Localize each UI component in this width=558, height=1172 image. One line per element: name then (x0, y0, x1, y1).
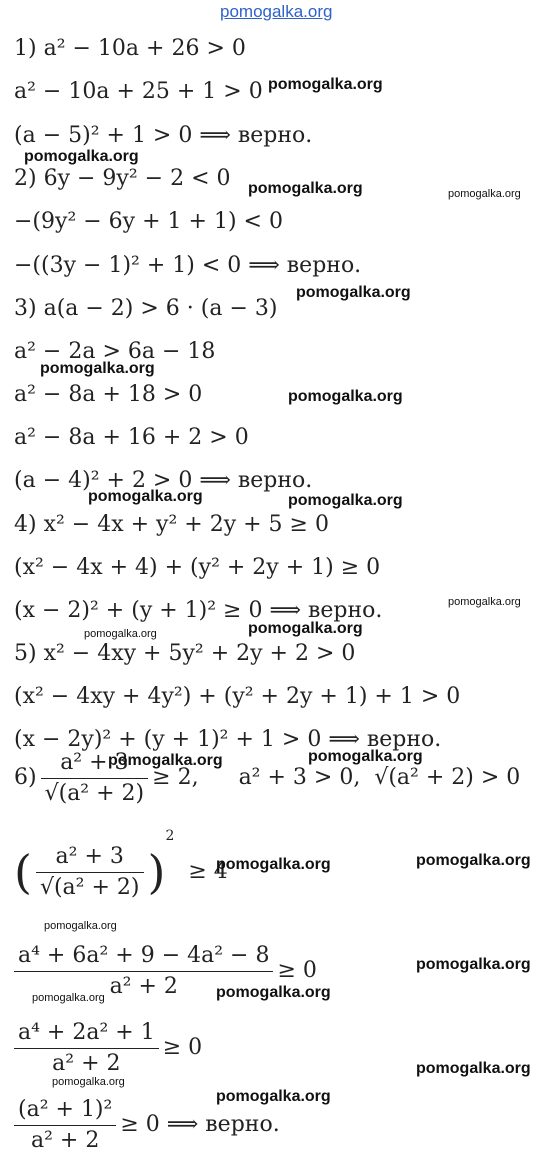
condition-1: a² + 3 > 0, (238, 765, 361, 790)
eq-5-3: (x − 2y)² + (y + 1)² + 1 > 0 ⟹ верно. (14, 727, 442, 752)
eq-4-1: 4) x² − 4x + y² + 2y + 5 ≥ 0 (14, 512, 329, 537)
eq-2-2: −(9y² − 6y + 1 + 1) < 0 (14, 209, 283, 234)
eq-6-4 (14, 1015, 202, 1081)
eq-1-2: a² − 10a + 25 + 1 > 0 (14, 79, 263, 104)
watermark: pomogalka.org (296, 284, 411, 301)
fraction (14, 1018, 159, 1079)
eq-6-2: ( $\frac{\text{a² + 3}}{\text{√(a² + 2)}}$ ) 2 ≥ 4 (14, 822, 228, 922)
left-paren: ( (14, 845, 32, 899)
eq-3-1: 3) a(a − 2) > 6 · (a − 3) (14, 296, 278, 321)
relation: ≥ 0 (277, 958, 317, 983)
numerator: (a² + 1)² (18, 1096, 113, 1122)
eq-3-2: a² − 2a > 6a − 18 (14, 339, 216, 364)
relation: ≥ 2, (152, 765, 199, 790)
watermark-top[interactable]: pomogalka.org (220, 2, 333, 21)
relation: ≥ 0 (162, 1035, 203, 1060)
numerator: a⁴ + 2a² + 1 (18, 1019, 155, 1045)
right-paren: ) (147, 845, 166, 899)
fraction (36, 842, 144, 903)
condition-2: √(a² + 2) > 0 (374, 765, 521, 790)
fraction (14, 1095, 116, 1156)
watermark: pomogalka.org (108, 752, 223, 769)
eq-6-1 (14, 745, 520, 811)
denominator: a² + 2 (14, 1125, 116, 1156)
eq-6-1-prefix: 6) (14, 765, 37, 790)
relation: ≥ 4 (188, 859, 228, 884)
watermark: pomogalka.org (24, 148, 139, 165)
numerator: a⁴ + 6a² + 9 − 4a² − 8 (18, 942, 270, 968)
eq-2-3: −((3y − 1)² + 1) < 0 ⟹ верно. (14, 253, 362, 278)
numerator: a² + 3 (55, 843, 124, 869)
watermark: pomogalka.org (448, 188, 521, 200)
eq-3-4: a² − 8a + 16 + 2 > 0 (14, 425, 249, 450)
eq-5-1: 5) x² − 4xy + 5y² + 2y + 2 > 0 (14, 641, 356, 666)
eq-3-5: (a − 4)² + 2 > 0 ⟹ верно. (14, 468, 313, 493)
watermark: pomogalka.org (448, 596, 521, 608)
watermark: pomogalka.org (248, 620, 363, 637)
watermark: pomogalka.org (32, 992, 105, 1004)
relation: ≥ 0 ⟹ верно. (120, 1112, 280, 1137)
eq-5-2: (x² − 4xy + 4y²) + (y² + 2y + 1) + 1 > 0 (14, 684, 461, 709)
watermark: pomogalka.org (88, 488, 203, 505)
watermark: pomogalka.org (288, 492, 403, 509)
eq-4-3: (x − 2)² + (y + 1)² ≥ 0 ⟹ верно. (14, 598, 383, 623)
watermark: pomogalka.org (216, 984, 331, 1001)
numerator: a² + 3 (60, 749, 129, 775)
watermark: pomogalka.org (84, 628, 157, 640)
eq-3-3: a² − 8a + 18 > 0 (14, 382, 203, 407)
watermark: pomogalka.org (248, 180, 363, 197)
watermark: pomogalka.org (52, 1076, 125, 1088)
watermark: pomogalka.org (416, 956, 531, 973)
denominator: √(a² + 2) (41, 778, 149, 809)
watermark: pomogalka.org (216, 856, 331, 873)
watermark: pomogalka.org (416, 1060, 531, 1077)
watermark: pomogalka.org (40, 360, 155, 377)
watermark: pomogalka.org (308, 748, 423, 765)
denominator: √(a² + 2) (36, 872, 144, 903)
eq-2-1: 2) 6y − 9y² − 2 < 0 (14, 166, 231, 191)
denominator: a² + 2 (14, 1048, 159, 1079)
denominator: a² + 2 (14, 971, 273, 1002)
eq-1-1: 1) a² − 10a + 26 > 0 (14, 36, 246, 61)
watermark: pomogalka.org (416, 852, 531, 869)
watermark: pomogalka.org (44, 920, 117, 932)
eq-4-2: (x² − 4x + 4) + (y² + 2y + 1) ≥ 0 (14, 555, 381, 580)
watermark: pomogalka.org (288, 388, 403, 405)
watermark: pomogalka.org (268, 76, 383, 93)
watermark: pomogalka.org (216, 1088, 331, 1105)
eq-1-3: (a − 5)² + 1 > 0 ⟹ верно. (14, 123, 313, 148)
